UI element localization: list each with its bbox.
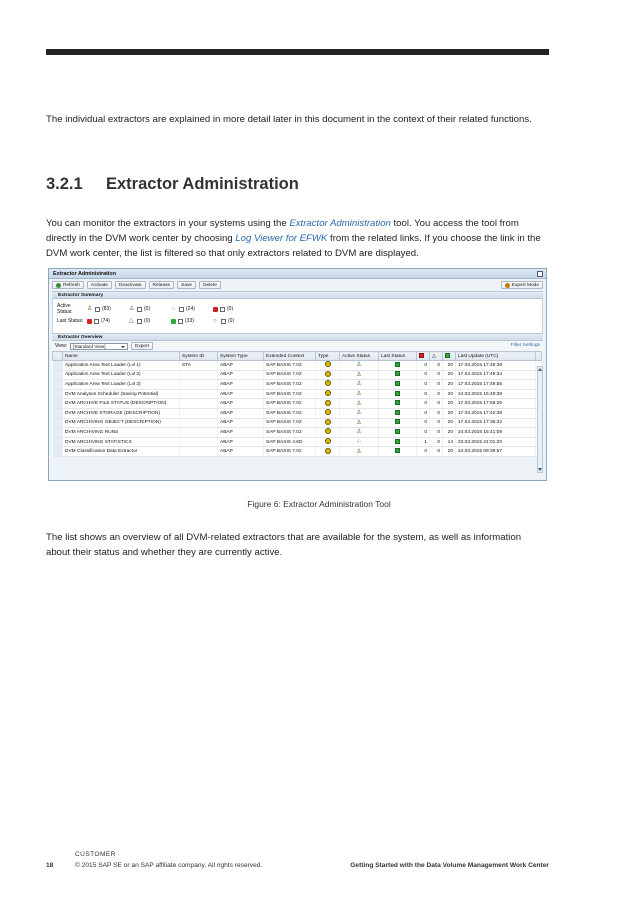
green-status-icon [395, 400, 400, 405]
table-row[interactable] [53, 389, 542, 399]
screenshot-title [49, 269, 546, 279]
overview-toolbar [52, 341, 543, 351]
cell-green-count: 20 [443, 447, 456, 457]
circle-icon: ○ [213, 318, 217, 324]
extractor-type-icon [325, 361, 331, 367]
checkbox[interactable] [95, 307, 100, 312]
green-status-icon [395, 410, 400, 415]
cell-last-status [379, 408, 417, 418]
extractor-type-icon [325, 428, 331, 434]
last-status-item[interactable] [87, 318, 129, 324]
view-label: View: [55, 343, 68, 349]
cell-system-type: ABAP [218, 428, 264, 438]
cell-green-count: 20 [443, 408, 456, 418]
cell-system-type: ABAP [218, 370, 264, 380]
figure-caption: Figure 6: Extractor Administration Tool [247, 499, 391, 509]
cell-system-id: STA [180, 361, 218, 371]
checkbox[interactable] [179, 307, 184, 312]
cell-warning-count: 0 [430, 418, 443, 428]
toolbar [49, 279, 546, 291]
footer-doc-title: Getting Started with the Data Volume Management Work Center [350, 862, 549, 869]
green-status-icon [395, 371, 400, 376]
cell-name: DVM Classification Data Extractor [63, 447, 180, 457]
col-system-id[interactable]: System ID [180, 352, 218, 361]
refresh-icon [56, 283, 61, 288]
extractor-type-icon [325, 400, 331, 406]
checkbox[interactable] [221, 319, 226, 324]
row-selector[interactable] [53, 370, 63, 380]
cell-red-count: 0 [417, 370, 430, 380]
row-selector[interactable] [53, 428, 63, 438]
cell-green-count: 20 [443, 418, 456, 428]
cell-last-status [379, 370, 417, 380]
cell-system-type: ABAP [218, 418, 264, 428]
table-row[interactable] [53, 361, 542, 371]
cell-extended-context: SAP BASIS 7.02 [264, 370, 316, 380]
col-red-icon[interactable] [417, 352, 430, 361]
count: (0) [227, 306, 234, 312]
table-row[interactable] [53, 428, 542, 438]
extractor-type-icon [325, 380, 331, 386]
cell-system-type: ABAP [218, 389, 264, 399]
refresh-button[interactable] [52, 281, 84, 289]
last-status-row [57, 315, 538, 327]
warning-icon: △ [432, 353, 436, 359]
extractor-admin-link[interactable]: Extractor Administration [289, 218, 391, 229]
active-status-icon: ♙ [356, 448, 362, 455]
extractor-type-icon [325, 419, 331, 425]
table-row[interactable] [53, 437, 542, 447]
cell-type [316, 370, 340, 380]
cell-extended-context: SAP BASIS 7.02 [264, 447, 316, 457]
cell-type [316, 428, 340, 438]
section-number: 3.2.1 [46, 175, 83, 193]
cell-system-id [180, 418, 218, 428]
active-status-icon: ♘ [356, 439, 362, 446]
last-status-item[interactable] [129, 318, 171, 324]
cell-last-status [379, 399, 417, 409]
table-row[interactable] [53, 380, 542, 390]
expert-mode-icon [505, 283, 510, 288]
cell-active-status [340, 408, 379, 418]
row-selector[interactable] [53, 399, 63, 409]
checkbox[interactable] [220, 307, 225, 312]
expert-mode-button[interactable] [501, 281, 543, 289]
cell-red-count: 0 [417, 428, 430, 438]
cell-system-type: ABAP [218, 447, 264, 457]
overview-text-1: You can monitor the extractors in your systems using the [46, 218, 290, 229]
cell-warning-count: 0 [430, 408, 443, 418]
cell-system-type: ABAP [218, 437, 264, 447]
activate-button[interactable]: Activate [87, 281, 112, 289]
cell-warning-count: 0 [430, 361, 443, 371]
col-active-status[interactable]: Active Status [340, 352, 379, 361]
persons-icon: ♘ [171, 306, 177, 312]
red-status-icon [87, 319, 92, 324]
overview-header: Extractor Overview [52, 333, 543, 341]
active-status-label: Active Status: [57, 303, 73, 315]
release-button[interactable]: Release [149, 281, 175, 289]
extractor-type-icon [325, 390, 331, 396]
table-row[interactable] [53, 370, 542, 380]
expert-mode-label: Expert Mode [511, 282, 539, 288]
cell-extended-context: SAP BASIS 7.02 [264, 399, 316, 409]
scroll-up-icon[interactable] [538, 368, 542, 371]
cell-last-status [379, 380, 417, 390]
cell-active-status [340, 361, 379, 371]
cell-system-id [180, 428, 218, 438]
cell-name: DVM ARCHIVE STORAGE (DESCRIPTION) [63, 408, 180, 418]
extractor-type-icon [325, 371, 331, 377]
cell-red-count: 0 [417, 418, 430, 428]
scroll-down-icon[interactable] [538, 468, 542, 471]
cell-system-id [180, 408, 218, 418]
count: (24) [186, 306, 195, 312]
cell-type [316, 447, 340, 457]
export-button[interactable]: Export [131, 342, 153, 350]
cell-type [316, 437, 340, 447]
cell-system-type: ABAP [218, 380, 264, 390]
overview-text-2: tool. You access the tool from directly in the DVM work center by choosing [46, 218, 519, 244]
table-scrollbar[interactable] [537, 366, 543, 473]
cell-name: DVM Analyses Scheduler (Saving Potential) [63, 389, 180, 399]
green-status-icon [171, 319, 176, 324]
col-last-status[interactable]: Last Status [379, 352, 417, 361]
table-row[interactable] [53, 447, 542, 457]
row-selector[interactable] [53, 380, 63, 390]
maximize-icon[interactable] [537, 271, 543, 277]
col-warning-icon[interactable] [430, 352, 443, 361]
cell-last-update: 17.03.2015 17:42:38 [456, 408, 536, 418]
refresh-label: Refresh [63, 282, 80, 288]
cell-name: Application Area Text Loader (Lvl 2) [63, 370, 180, 380]
cell-name: Application Area Text Loader (Lvl 1) [63, 361, 180, 371]
cell-red-count: 0 [417, 447, 430, 457]
table-row[interactable] [53, 408, 542, 418]
active-status-item[interactable] [87, 306, 129, 312]
active-status-icon: ♙ [356, 391, 362, 398]
cell-system-id [180, 389, 218, 399]
active-status-item[interactable] [171, 306, 213, 312]
cell-green-count: 20 [443, 389, 456, 399]
cell-last-update: 17.03.2015 17:59:26 [456, 399, 536, 409]
cell-last-update: 24.03.2015 15:49:38 [456, 389, 536, 399]
col-extended-context[interactable]: Extended Context [264, 352, 316, 361]
cell-type [316, 361, 340, 371]
cell-type [316, 389, 340, 399]
table-row[interactable] [53, 418, 542, 428]
person-green-icon: ♙ [87, 306, 93, 312]
section-heading [46, 175, 299, 194]
cell-type [316, 408, 340, 418]
last-status-label: Last Status: [57, 318, 84, 324]
cell-system-id [180, 370, 218, 380]
footer-copyright: © 2015 SAP SE or an SAP affiliate company. All rights reserved. [75, 862, 263, 869]
green-status-icon [395, 448, 400, 453]
count: (0) [144, 318, 151, 324]
count: (0) [228, 318, 235, 324]
warning-icon: △ [129, 318, 134, 324]
green-status-icon [395, 429, 400, 434]
cell-system-type: ABAP [218, 399, 264, 409]
extractor-type-icon [325, 438, 331, 444]
extractor-table [52, 351, 542, 457]
view-select[interactable]: [Standard View] [70, 343, 128, 350]
cell-last-update: 17.03.2015 17:49:55 [456, 380, 536, 390]
cell-extended-context: SAP BASIS 7.02 [264, 418, 316, 428]
cell-active-status [340, 399, 379, 409]
active-status-item[interactable] [213, 306, 255, 312]
cell-extended-context: SAP BASIS 7.02 [264, 389, 316, 399]
cell-extended-context: SAP BASIS 4.6D [264, 437, 316, 447]
cell-green-count: 20 [443, 380, 456, 390]
checkbox[interactable] [137, 319, 142, 324]
cell-red-count: 0 [417, 408, 430, 418]
delete-button[interactable]: Delete [199, 281, 221, 289]
red-status-icon [419, 353, 424, 358]
extractor-type-icon [325, 448, 331, 454]
checkbox[interactable] [137, 307, 142, 312]
active-status-icon: ♙ [356, 362, 362, 369]
cell-red-count: 0 [417, 389, 430, 399]
active-status-icon: ♙ [356, 371, 362, 378]
cell-last-update: 24.03.2015 15:41:09 [456, 428, 536, 438]
cell-last-update: 23.03.2015 21:01:20 [456, 437, 536, 447]
active-status-icon: ♙ [356, 400, 362, 407]
extractor-summary [52, 299, 543, 333]
person-grey-icon: ♙ [129, 306, 135, 312]
cell-warning-count: 0 [430, 428, 443, 438]
col-last-update[interactable]: Last Update (UTC) [456, 352, 536, 361]
count: (74) [101, 318, 110, 324]
red-flag-icon [213, 307, 218, 312]
cell-name: DVM ARCHIVING STATISTICS [63, 437, 180, 447]
last-status-item[interactable] [171, 318, 213, 324]
cell-active-status [340, 389, 379, 399]
cell-green-count: 20 [443, 370, 456, 380]
cell-active-status [340, 447, 379, 457]
extractor-type-icon [325, 409, 331, 415]
cell-red-count: 0 [417, 361, 430, 371]
cell-last-status [379, 447, 417, 457]
cell-green-count: 20 [443, 361, 456, 371]
cell-warning-count: 0 [430, 447, 443, 457]
active-status-item[interactable] [129, 306, 171, 312]
cell-last-update: 17.03.2015 17:36:32 [456, 418, 536, 428]
intro-paragraph: The individual extractors are explained in more detail later in this document in the context of their related functions. [46, 114, 532, 125]
top-rule [46, 49, 549, 55]
filter-settings-link[interactable]: Filter Settings [510, 343, 540, 348]
footer-classification: CUSTOMER [75, 851, 116, 858]
count: (33) [185, 318, 194, 324]
cell-type [316, 399, 340, 409]
overview-paragraph [46, 216, 546, 261]
cell-system-id [180, 437, 218, 447]
cell-active-status [340, 437, 379, 447]
count: (83) [102, 306, 111, 312]
cell-last-status [379, 418, 417, 428]
cell-active-status [340, 380, 379, 390]
screenshot-title-text: Extractor Administration [53, 271, 117, 277]
row-selector[interactable] [53, 361, 63, 371]
cell-extended-context: SAP BASIS 7.02 [264, 361, 316, 371]
cell-green-count: 14 [443, 437, 456, 447]
count: (0) [144, 306, 151, 312]
cell-system-id [180, 447, 218, 457]
col-name[interactable]: Name [63, 352, 180, 361]
cell-extended-context: SAP BASIS 7.02 [264, 380, 316, 390]
save-button[interactable]: Save [177, 281, 196, 289]
cell-warning-count: 0 [430, 389, 443, 399]
cell-name: DVM ARCHIVING RUNS [63, 428, 180, 438]
cell-warning-count: 0 [430, 380, 443, 390]
closing-paragraph: The list shows an overview of all DVM-related extractors that are available for the system, as well as information about their status and whether they are currently active. [46, 532, 522, 558]
active-status-icon: ♙ [356, 429, 362, 436]
cell-warning-count: 0 [430, 370, 443, 380]
cell-name: DVM ARCHIVE FILE STATUS (DESCRIPTION) [63, 399, 180, 409]
cell-extended-context: SAP BASIS 7.02 [264, 428, 316, 438]
active-status-icon: ♙ [356, 381, 362, 388]
green-status-icon [395, 439, 400, 444]
cell-active-status [340, 370, 379, 380]
col-type[interactable]: Type [316, 352, 340, 361]
row-selector[interactable] [53, 437, 63, 447]
cell-active-status [340, 428, 379, 438]
active-status-icon: ♙ [356, 410, 362, 417]
active-status-row [57, 303, 538, 315]
log-viewer-link[interactable]: Log Viewer for EFWK [235, 233, 328, 244]
cell-last-status [379, 389, 417, 399]
checkbox[interactable] [94, 319, 99, 324]
active-status-icon: ♙ [356, 419, 362, 426]
row-selector[interactable] [53, 447, 63, 457]
cell-system-type: ABAP [218, 408, 264, 418]
cell-name: DVM ARCHIVING OBJECT (DESCRIPTION) [63, 418, 180, 428]
select-all-header[interactable] [53, 352, 63, 361]
green-status-icon [395, 381, 400, 386]
cell-extended-context: SAP BASIS 7.02 [264, 408, 316, 418]
cell-last-status [379, 361, 417, 371]
table-header-row [53, 352, 542, 361]
row-selector[interactable] [53, 389, 63, 399]
checkbox[interactable] [178, 319, 183, 324]
cell-system-id [180, 399, 218, 409]
col-green-icon[interactable] [443, 352, 456, 361]
col-system-type[interactable]: System Type [218, 352, 264, 361]
row-selector[interactable] [53, 418, 63, 428]
green-status-icon [395, 362, 400, 367]
row-selector[interactable] [53, 408, 63, 418]
cell-red-count: 0 [417, 380, 430, 390]
cell-warning-count: 0 [430, 437, 443, 447]
scroll-header [536, 352, 542, 361]
cell-green-count: 20 [443, 399, 456, 409]
cell-warning-count: 0 [430, 399, 443, 409]
cell-last-status [379, 437, 417, 447]
cell-red-count: 0 [417, 399, 430, 409]
last-status-item[interactable] [213, 318, 255, 324]
cell-last-status [379, 428, 417, 438]
cell-system-id [180, 380, 218, 390]
table-row[interactable] [53, 399, 542, 409]
cell-green-count: 20 [443, 428, 456, 438]
cell-red-count: 1 [417, 437, 430, 447]
cell-type [316, 380, 340, 390]
green-status-icon [445, 353, 450, 358]
cell-last-update: 17.03.2015 17:49:34 [456, 370, 536, 380]
cell-name: Application Area Text Loader (Lvl 3) [63, 380, 180, 390]
cell-last-update: 17.03.2015 17:48:36 [456, 361, 536, 371]
summary-header: Extractor Summary [52, 291, 543, 299]
page-number: 18 [46, 862, 54, 869]
cell-type [316, 418, 340, 428]
green-status-icon [395, 391, 400, 396]
deactivate-button[interactable]: Deactivate [115, 281, 146, 289]
cell-system-type: ABAP [218, 361, 264, 371]
overview-text-3: from the related links. If you choose the link in the DVM work center, the list is filtered so that only extractors related to DVM are displayed. [46, 233, 541, 259]
cell-active-status [340, 418, 379, 428]
section-title: Extractor Administration [106, 175, 299, 193]
green-status-icon [395, 419, 400, 424]
cell-last-update: 24.03.2015 09:39:57 [456, 447, 536, 457]
extractor-admin-screenshot [48, 268, 547, 481]
